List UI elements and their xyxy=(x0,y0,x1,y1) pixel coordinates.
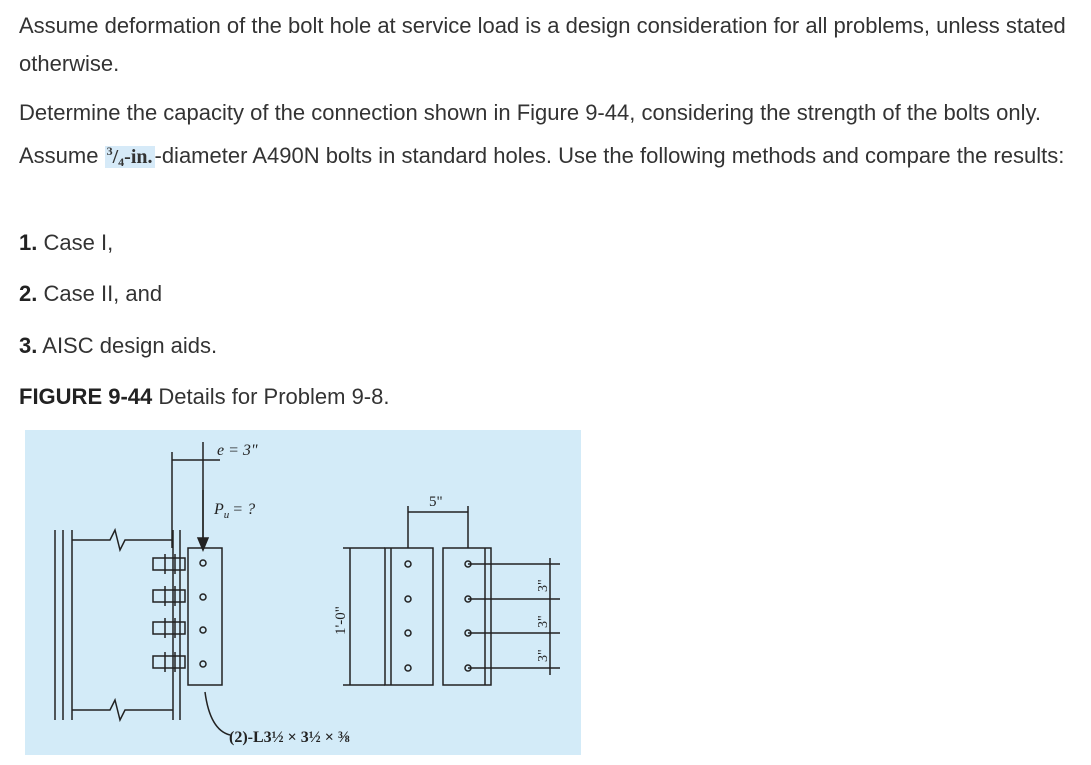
height-label: 1'-0" xyxy=(333,606,349,635)
eccentricity-label: e = 3" xyxy=(217,442,258,459)
figure-9-44 xyxy=(25,430,581,755)
problem-text-before: Determine the capacity of the connection shown in Figure 9-44, considering the strength of the bolts only. Assume xyxy=(19,100,1041,168)
problem-text-after: -diameter A490N bolts in standard holes. Use the following methods and compare the results: xyxy=(154,143,1065,168)
list-item: 3. AISC design aids. xyxy=(19,333,218,358)
intro-paragraph: Assume deformation of the bolt hole at service load is a design consideration for all problems, unless stated otherwise. xyxy=(19,13,1066,76)
problem-paragraph xyxy=(19,94,1079,181)
bolt-diameter-fraction: $^3/_4-in$. xyxy=(106,144,153,169)
angle-leader xyxy=(205,692,230,735)
list-item: 2. Case II, and xyxy=(19,281,163,306)
list-item: 1. Case I, xyxy=(19,230,114,255)
spacing-label: 5" xyxy=(429,494,443,510)
pitch-label: 3" xyxy=(536,615,551,628)
pitch-label: 3" xyxy=(536,649,551,662)
beam-top-flange xyxy=(72,530,173,550)
angle-plate xyxy=(188,548,222,685)
beam-bottom-flange xyxy=(72,700,173,720)
pitch-label: 3" xyxy=(536,579,551,592)
figure-caption: FIGURE 9-44 Details for Problem 9-8. xyxy=(19,384,390,409)
connection-diagram xyxy=(25,430,581,755)
angle-label: (2)-L3½ × 3½ × ⅜ xyxy=(229,729,350,746)
load-label: $P_u$ = ? xyxy=(214,501,256,521)
